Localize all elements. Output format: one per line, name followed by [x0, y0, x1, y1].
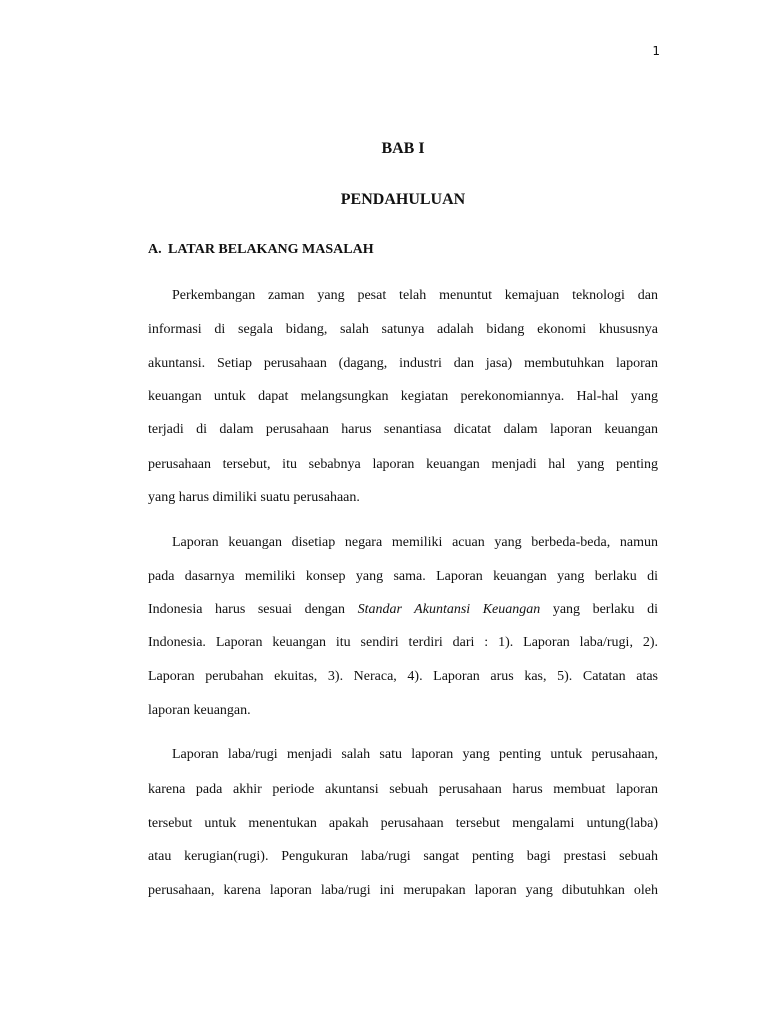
page-number: 1: [652, 44, 660, 58]
section-heading: [148, 242, 374, 258]
text-line: keuangan untuk dapat melangsungkan kegiatan perekonomiannya. Hal-hal yang: [148, 389, 658, 404]
text-line: atau kerugian(rugi). Pengukuran laba/rugi sangat penting bagi prestasi sebuah: [148, 849, 658, 864]
text-line: akuntansi. Setiap perusahaan (dagang, industri dan jasa) membutuhkan laporan: [148, 356, 658, 371]
italic-term: Standar Akuntansi Keuangan: [357, 602, 541, 617]
section-label: A.: [148, 242, 162, 257]
text-line: informasi di segala bidang, salah satunya adalah bidang ekonomi khususnya: [148, 322, 658, 337]
text-line: laporan keuangan.: [148, 703, 251, 718]
text-line: Indonesia. Laporan keuangan itu sendiri terdiri dari : 1). Laporan laba/rugi, 2).: [148, 635, 658, 650]
text-line: Laporan keuangan disetiap negara memiliki acuan yang berbeda-beda, namun: [172, 535, 658, 550]
chapter-title: PENDAHULUAN: [340, 191, 466, 208]
text-line: Laporan laba/rugi menjadi salah satu laporan yang penting untuk perusahaan,: [172, 747, 658, 762]
text-line: Laporan perubahan ekuitas, 3). Neraca, 4). Laporan arus kas, 5). Catatan atas: [148, 669, 658, 684]
text-line: [148, 601, 658, 619]
text-line: tersebut untuk menentukan apakah perusahaan tersebut mengalami untung(laba): [148, 816, 658, 831]
section-title: LATAR BELAKANG MASALAH: [168, 242, 374, 257]
chapter-number: BAB I: [381, 140, 425, 157]
text-line: karena pada akhir periode akuntansi sebuah perusahaan harus membuat laporan: [148, 782, 658, 797]
text-fragment: Indonesia harus sesuai dengan: [148, 602, 358, 617]
text-line: pada dasarnya memiliki konsep yang sama. Laporan keuangan yang berlaku di: [148, 569, 658, 584]
text-fragment: yang berlaku di: [540, 602, 658, 617]
text-line: perusahaan tersebut, itu sebabnya laporan keuangan menjadi hal yang penting: [148, 457, 658, 472]
text-line: Perkembangan zaman yang pesat telah menuntut kemajuan teknologi dan: [172, 288, 658, 303]
text-line: perusahaan, karena laporan laba/rugi ini merupakan laporan yang dibutuhkan oleh: [148, 883, 658, 898]
text-line: terjadi di dalam perusahaan harus senantiasa dicatat dalam laporan keuangan: [148, 422, 658, 437]
text-line: yang harus dimiliki suatu perusahaan.: [148, 490, 360, 505]
